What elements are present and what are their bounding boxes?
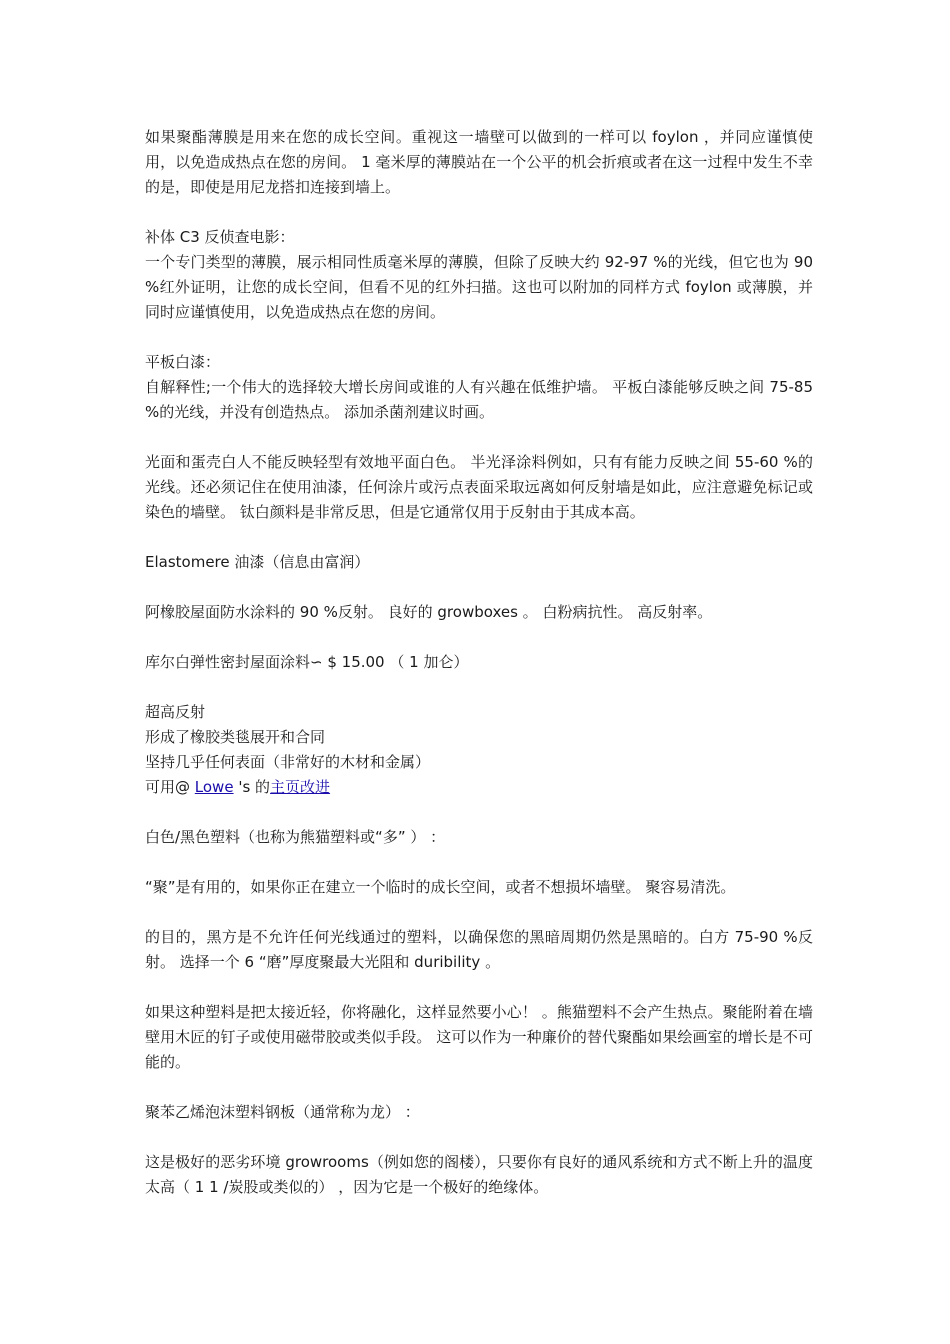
list-item: 坚持几乎任何表面（非常好的木材和金属） xyxy=(145,753,431,771)
home-improvement-link[interactable]: 主页改进 xyxy=(270,778,331,796)
list-item: 超高反射 xyxy=(145,703,206,721)
availability-middle: 's 的 xyxy=(233,778,271,796)
heading-c3-film: 补体 C3 反侦查电影： xyxy=(145,228,295,246)
list-item-availability xyxy=(145,775,813,800)
paragraph-plastic-caution: 如果这种塑料是把太接近轻，你将融化，这样显然要小心！ 。熊猫塑料不会产生热点。聚能附着在墙壁用木匠的钉子或使用磁带胶或类似手段。 这可以作为一种廉价的替代聚酯如果绘画室的增长是不可能的。 xyxy=(145,1003,813,1071)
lowes-link[interactable]: Lowe xyxy=(194,778,234,796)
paragraph-rubber-coating: 阿橡胶屋面防水涂料的 90 %反射。 良好的 growboxes 。 白粉病抗性。 高反射率。 xyxy=(145,603,713,621)
paragraph-black-white-side: 的目的，黑方是不允许任何光线通过的塑料，以确保您的黑暗周期仍然是黑暗的。白方 75-90 %反射。 选择一个 6 “磨”厚度聚最大光阻和 duribility 。 xyxy=(145,928,813,971)
list-item: 形成了橡胶类毯展开和合同 xyxy=(145,728,326,746)
heading-flat-white-paint: 平板白漆： xyxy=(145,353,221,371)
heading-elastomere: Elastomere 油漆（信息由富润） xyxy=(145,553,370,571)
features-list xyxy=(145,700,813,800)
availability-prefix: 可用@ xyxy=(145,778,195,796)
document-body xyxy=(145,125,813,1225)
heading-panda-plastic: 白色/黑色塑料（也称为熊猫塑料或“多” ） ： xyxy=(145,828,446,846)
paragraph-c3-film: 一个专门类型的薄膜，展示相同性质毫米厚的薄膜，但除了反映大约 92-97 %的光线，但它也为 90 %红外证明，让您的成长空间，但看不见的红外扫描。这也可以附加的同样方式 foylon 或薄膜，并同时应谨慎使用，以免造成热点在您的房间。 xyxy=(145,253,813,321)
paragraph-flat-white-paint: 自解释性;一个伟大的选择较大增长房间或谁的人有兴趣在低维护墙。 平板白漆能够反映之间 75-85 %的光线，并没有创造热点。 添加杀菌剂建议时画。 xyxy=(145,378,813,421)
paragraph-gloss-eggshell: 光面和蛋壳白人不能反映轻型有效地平面白色。 半光泽涂料例如，只有有能力反映之间 55-60 %的光线。还必须记住在使用油漆，任何涂片或污点表面采取远离如何反射墙是如此，应注意避免标记或染色的墙壁。 钛白颜料是非常反思，但是它通常仅用于反射由于其成本高。 xyxy=(145,453,813,521)
paragraph-kool-seal-price: 库尔白弹性密封屋面涂料∽ $ 15.00 （ 1 加仑） xyxy=(145,653,469,671)
paragraph-mylar: 如果聚酯薄膜是用来在您的成长空间。重视这一墙壁可以做到的一样可以 foylon ，并同应谨慎使用，以免造成热点在您的房间。 1 毫米厚的薄膜站在一个公平的机会折痕或者在这一过程中发生不幸的是，即使是用尼龙搭扣连接到墙上。 xyxy=(145,128,813,196)
paragraph-poly-useful: “聚”是有用的，如果你正在建立一个临时的成长空间，或者不想损坏墙壁。 聚容易清洗。 xyxy=(145,878,736,896)
paragraph-styrofoam: 这是极好的恶劣环境 growrooms（例如您的阁楼），只要你有良好的通风系统和方式不断上升的温度太高（ 1 1 /炭股或类似的） ，因为它是一个极好的绝缘体。 xyxy=(145,1153,813,1196)
heading-styrofoam: 聚苯乙烯泡沫塑料钢板（通常称为龙） ： xyxy=(145,1103,420,1121)
